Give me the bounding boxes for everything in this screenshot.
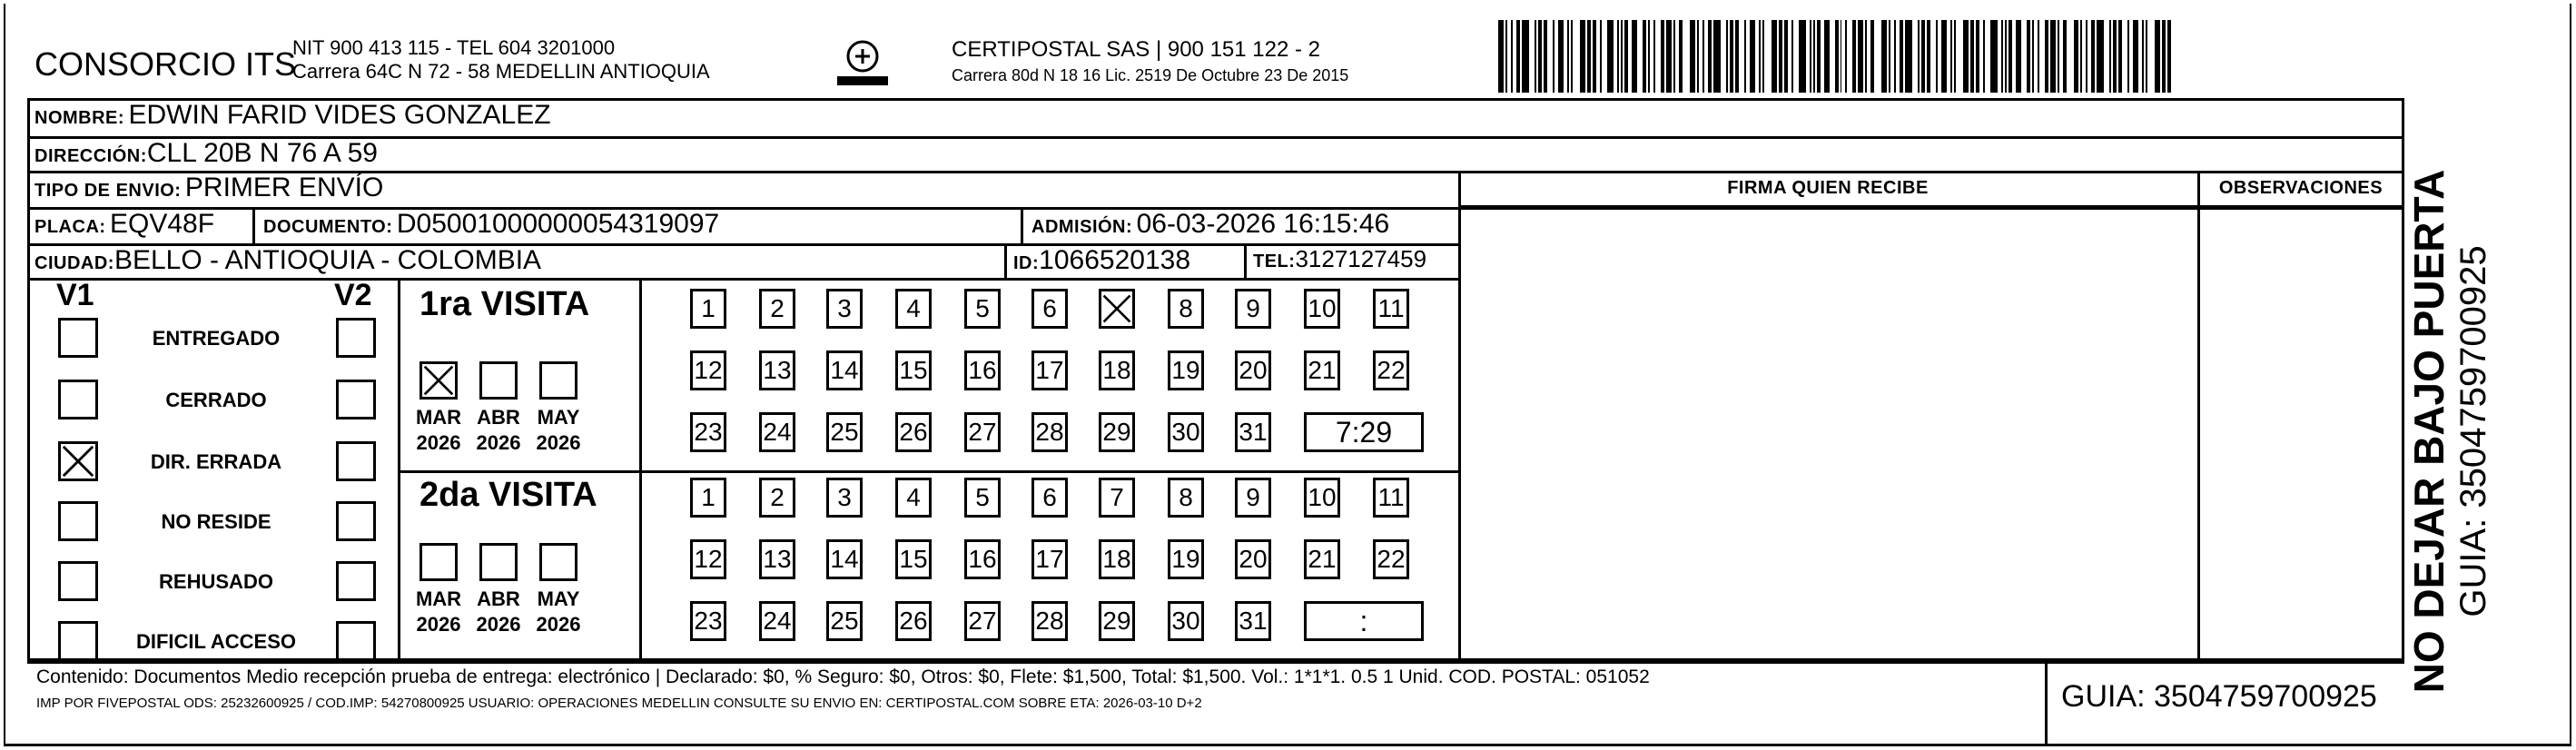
barcode-bar xyxy=(1881,20,1887,93)
barcode-bar xyxy=(1784,20,1788,93)
day-box: 8 xyxy=(1168,478,1204,518)
day-box: 20 xyxy=(1235,350,1271,390)
placa-label: PLACA: xyxy=(35,217,106,237)
barcode-bar xyxy=(2016,20,2021,93)
barcode-bar xyxy=(1607,20,1614,93)
barcode-bar xyxy=(2155,20,2160,93)
day-box: 30 xyxy=(1168,601,1204,641)
barcode-bar xyxy=(1632,20,1637,93)
day-box: 15 xyxy=(895,539,932,579)
day-box: 31 xyxy=(1235,412,1271,452)
status-label: CERRADO xyxy=(165,389,267,411)
barcode-bar xyxy=(1666,20,1672,93)
barcode-bar xyxy=(1511,20,1513,93)
nombre-label: NOMBRE: xyxy=(35,108,125,128)
day-box: 20 xyxy=(1235,539,1271,579)
barcode-bar xyxy=(2086,20,2087,93)
status-label: DIFICIL ACCESO xyxy=(135,630,296,653)
company-address: Carrera 64C N 72 - 58 MEDELLIN ANTIOQUIA xyxy=(292,60,710,83)
day-box: 24 xyxy=(759,601,795,641)
certipostal-logo-icon xyxy=(835,36,890,91)
observaciones-header: OBSERVACIONES xyxy=(2218,178,2384,198)
barcode-bar xyxy=(2133,20,2138,93)
footer-contenido: Contenido: Documentos Medio recepción prueba de entrega: electrónico | Declarado: $0, % Seguro: $0, Otros: $0, Flete: $1,500, Total: $1,500. Vol.: 1*1*1. 0.5 1 Unid. COD. POSTAL: 051052 xyxy=(36,666,1650,687)
month-year: 2026 xyxy=(536,613,581,636)
first-visit-title: 1ra VISITA xyxy=(419,285,590,323)
day-box: 2 xyxy=(759,289,795,329)
barcode-bar xyxy=(2027,20,2030,93)
day-box: 19 xyxy=(1168,350,1204,390)
day-box: 1 xyxy=(690,478,726,518)
barcode-bar xyxy=(2063,20,2067,93)
barcode-bar xyxy=(1941,20,1947,93)
nombre-value: EDWIN FARID VIDES GONZALEZ xyxy=(128,100,551,130)
day-box: 3 xyxy=(826,478,863,518)
month-year: 2026 xyxy=(536,431,581,454)
day-box: 25 xyxy=(826,601,863,641)
barcode-bar xyxy=(1963,20,1969,93)
day-box: 24 xyxy=(759,412,795,452)
day-box: 1 xyxy=(690,289,726,329)
barcode-bar xyxy=(1813,20,1815,93)
day-box: 21 xyxy=(1304,350,1340,390)
barcode-bar xyxy=(1713,20,1721,93)
direccion-label: DIRECCIÓN: xyxy=(35,146,147,166)
admision-value: 06-03-2026 16:15:46 xyxy=(1136,209,1390,239)
status-checkbox-v1 xyxy=(58,501,98,541)
day-box: 6 xyxy=(1031,289,1068,329)
month-year: 2026 xyxy=(476,613,521,636)
barcode-bar xyxy=(1954,20,1956,93)
barcode-bar xyxy=(1835,20,1839,93)
barcode-bar xyxy=(2058,20,2059,93)
status-checkbox-v2 xyxy=(336,501,376,541)
month-year: 2026 xyxy=(416,431,461,454)
day-box: 16 xyxy=(964,350,1001,390)
barcode-bar xyxy=(2050,20,2056,93)
day-box: 23 xyxy=(690,412,726,452)
barcode-bar xyxy=(1894,20,1896,93)
barcode-bar xyxy=(1976,20,1979,93)
barcode-bar xyxy=(1593,20,1596,93)
barcode-bar xyxy=(2008,20,2012,93)
barcode-bar xyxy=(1735,20,1739,93)
barcode-bar xyxy=(2109,20,2111,93)
day-box: 22 xyxy=(1373,539,1409,579)
barcode-bar xyxy=(1927,20,1930,93)
barcode-bar xyxy=(1762,20,1764,93)
month-label: ABR xyxy=(477,406,520,429)
day-box: 27 xyxy=(964,412,1001,452)
barcode-bar xyxy=(1726,20,1728,93)
barcode-bar xyxy=(2113,20,2117,93)
barcode-bar xyxy=(1600,20,1602,93)
direccion-value: CLL 20B N 76 A 59 xyxy=(146,138,378,168)
day-box: 13 xyxy=(759,539,795,579)
barcode-bar xyxy=(2146,20,2147,93)
barcode-bar xyxy=(1679,20,1683,93)
day-box: 29 xyxy=(1099,601,1135,641)
barcode-bar xyxy=(1870,20,1874,93)
barcode-bar xyxy=(1544,20,1547,93)
day-box: 6 xyxy=(1031,478,1068,518)
status-checkbox-v2 xyxy=(336,318,376,358)
barcode-bar xyxy=(2162,20,2166,93)
barcode-bar xyxy=(2005,20,2007,93)
barcode-bar xyxy=(1648,20,1650,93)
company-nit: NIT 900 413 115 - TEL 604 3201000 xyxy=(292,36,616,59)
tipo-value: PRIMER ENVÍO xyxy=(184,173,384,202)
day-box xyxy=(1099,289,1135,329)
day-box: 15 xyxy=(895,350,932,390)
tel-value: 3127127459 xyxy=(1295,245,1427,272)
v1-label: V1 xyxy=(56,278,94,312)
courier-address: Carrera 80d N 18 16 Lic. 2519 De Octubre 23 De 2015 xyxy=(952,66,1349,84)
day-box: 5 xyxy=(964,289,1001,329)
day-box: 17 xyxy=(1031,539,1068,579)
barcode-bar xyxy=(1852,20,1856,93)
barcode-bar xyxy=(1522,20,1529,93)
barcode-bar xyxy=(1621,20,1623,93)
day-box: 11 xyxy=(1373,289,1409,329)
day-box: 18 xyxy=(1099,350,1135,390)
barcode-bar xyxy=(1505,20,1507,93)
day-box: 29 xyxy=(1099,412,1135,452)
day-box: 10 xyxy=(1304,289,1340,329)
day-box: 14 xyxy=(826,350,863,390)
barcode-bar xyxy=(2032,20,2034,93)
barcode-bar xyxy=(1587,20,1591,93)
barcode-bar xyxy=(1799,20,1806,93)
day-box: 27 xyxy=(964,601,1001,641)
day-box: 14 xyxy=(826,539,863,579)
barcode-bar xyxy=(2127,20,2129,93)
month-year: 2026 xyxy=(476,431,521,454)
barcode-bar xyxy=(1617,20,1619,93)
barcode-bar xyxy=(1983,20,1985,93)
placa-value: EQV48F xyxy=(110,209,215,239)
barcode-bar xyxy=(1643,20,1646,93)
id-value: 1066520138 xyxy=(1039,245,1191,275)
barcode-bar xyxy=(1673,20,1675,93)
barcode-bar xyxy=(1571,20,1573,93)
barcode-bar xyxy=(1516,20,1520,93)
barcode-bar xyxy=(1498,20,1504,93)
status-checkbox-v1 xyxy=(58,621,98,661)
footer-imp: IMP POR FIVEPOSTAL ODS: 25232600925 / COD.IMP: 54270800925 USUARIO: OPERACIONES MEDELLIN CONSULTE SU ENVIO EN: CERTIPOSTAL.COM SOBRE ETA: 2026-03-10 D+2 xyxy=(36,696,1202,711)
barcode-bar xyxy=(2080,20,2082,93)
barcode-bar xyxy=(2001,20,2003,93)
firma-header: FIRMA QUIEN RECIBE xyxy=(1727,178,1929,198)
month-label: ABR xyxy=(477,587,520,610)
barcode-bar xyxy=(1936,20,1938,93)
month-checkbox xyxy=(419,543,458,581)
day-box: 31 xyxy=(1235,601,1271,641)
day-box: 28 xyxy=(1031,601,1068,641)
barcode-bar xyxy=(1661,20,1664,93)
month-label: MAY xyxy=(537,587,580,610)
day-box: 9 xyxy=(1235,478,1271,518)
barcode-bar xyxy=(1791,20,1793,93)
barcode-bar xyxy=(1841,20,1842,93)
day-box: 5 xyxy=(964,478,1001,518)
barcode-bar xyxy=(1779,20,1782,93)
day-box: 3 xyxy=(826,289,863,329)
month-checkbox xyxy=(479,361,518,400)
barcode-bar xyxy=(1553,20,1554,93)
status-label: NO RESIDE xyxy=(161,510,271,533)
barcode-bar xyxy=(1535,20,1536,93)
status-label: REHUSADO xyxy=(159,570,273,593)
ciudad-label: CIUDAD: xyxy=(35,253,114,273)
barcode-bar xyxy=(1900,20,1903,93)
status-checkbox-v2 xyxy=(336,621,376,661)
day-box: 18 xyxy=(1099,539,1135,579)
barcode-bar xyxy=(1970,20,1974,93)
barcode-bar xyxy=(1759,20,1761,93)
ciudad-value: BELLO - ANTIOQUIA - COLOMBIA xyxy=(114,245,542,275)
courier-name: CERTIPOSTAL SAS | 900 151 122 - 2 xyxy=(952,37,1320,62)
day-box: 16 xyxy=(964,539,1001,579)
id-label: ID: xyxy=(1013,253,1040,273)
day-box: 10 xyxy=(1304,478,1340,518)
admision-label: ADMISIÓN: xyxy=(1031,217,1133,237)
barcode-bar xyxy=(1990,20,1998,93)
day-box: 28 xyxy=(1031,412,1068,452)
day-box: 4 xyxy=(895,289,932,329)
barcode-bar xyxy=(1538,20,1542,93)
month-checkbox xyxy=(539,543,577,581)
barcode-bar xyxy=(1921,20,1925,93)
month-checkbox xyxy=(539,361,577,400)
footer-guia: GUIA: 3504759700925 xyxy=(2061,679,2377,714)
barcode-bar xyxy=(1858,20,1863,93)
day-box: 19 xyxy=(1168,539,1204,579)
barcode-bar xyxy=(1567,20,1569,93)
day-box: 21 xyxy=(1304,539,1340,579)
barcode-bar xyxy=(1580,20,1585,93)
barcode-bar xyxy=(1697,20,1699,93)
barcode-bar xyxy=(2118,20,2122,93)
day-box: 17 xyxy=(1031,350,1068,390)
second-visit-title: 2da VISITA xyxy=(419,476,597,514)
day-box: 4 xyxy=(895,478,932,518)
day-box: 25 xyxy=(826,412,863,452)
barcode-bar xyxy=(1750,20,1755,93)
status-checkbox-v1 xyxy=(58,318,98,358)
day-box: 11 xyxy=(1373,478,1409,518)
time-box: 7:29 xyxy=(1304,412,1424,452)
month-checkbox xyxy=(419,361,458,400)
barcode-bar xyxy=(1624,20,1628,93)
barcode-bar xyxy=(1905,20,1912,93)
month-label: MAY xyxy=(537,406,580,429)
day-box: 12 xyxy=(690,539,726,579)
company-name: CONSORCIO ITS xyxy=(35,45,297,83)
status-checkbox-v1 xyxy=(58,561,98,601)
barcode-bar xyxy=(2167,20,2171,93)
barcode-bar xyxy=(1558,20,1564,93)
barcode-bar xyxy=(1653,20,1655,93)
barcode xyxy=(1498,20,2175,93)
v2-label: V2 xyxy=(334,278,372,312)
status-checkbox-v2 xyxy=(336,561,376,601)
barcode-bar xyxy=(2091,20,2095,93)
tipo-label: TIPO DE ENVIO: xyxy=(35,181,182,201)
barcode-bar xyxy=(1817,20,1821,93)
status-label: ENTREGADO xyxy=(152,327,281,350)
day-box: 8 xyxy=(1168,289,1204,329)
barcode-bar xyxy=(1810,20,1811,93)
barcode-bar xyxy=(1730,20,1733,93)
status-checkbox-v1 xyxy=(58,380,98,419)
barcode-bar xyxy=(1865,20,1867,93)
side-guia: GUIA: 3504759700925 xyxy=(2453,245,2493,617)
day-box: 26 xyxy=(895,601,932,641)
status-checkbox-v2 xyxy=(336,380,376,419)
month-label: MAR xyxy=(415,406,462,429)
barcode-bar xyxy=(2045,20,2048,93)
barcode-bar xyxy=(2038,20,2039,93)
month-year: 2026 xyxy=(416,613,461,636)
barcode-bar xyxy=(1690,20,1695,93)
documento-label: DOCUMENTO: xyxy=(263,217,393,237)
barcode-bar xyxy=(1744,20,1746,93)
barcode-bar xyxy=(1889,20,1890,93)
day-box: 7 xyxy=(1099,478,1135,518)
day-box: 26 xyxy=(895,412,932,452)
barcode-bar xyxy=(1845,20,1847,93)
day-box: 22 xyxy=(1373,350,1409,390)
barcode-bar xyxy=(2097,20,2104,93)
barcode-bar xyxy=(1708,20,1712,93)
day-box: 9 xyxy=(1235,289,1271,329)
status-label: DIR. ERRADA xyxy=(150,450,282,473)
day-box: 30 xyxy=(1168,412,1204,452)
day-box: 2 xyxy=(759,478,795,518)
status-checkbox-v2 xyxy=(336,441,376,481)
month-label: MAR xyxy=(415,587,462,610)
month-checkbox xyxy=(479,543,518,581)
barcode-bar xyxy=(2074,20,2079,93)
day-box: 23 xyxy=(690,601,726,641)
barcode-bar xyxy=(1772,20,1777,93)
side-warning: NO DEJAR BAJO PUERTA xyxy=(2405,169,2453,694)
day-box: 13 xyxy=(759,350,795,390)
barcode-bar xyxy=(2142,20,2144,93)
barcode-bar xyxy=(1950,20,1952,93)
day-box: 12 xyxy=(690,350,726,390)
status-checkbox-v1 xyxy=(58,441,98,481)
tel-label: TEL: xyxy=(1253,252,1296,271)
barcode-bar xyxy=(1824,20,1830,93)
barcode-bar xyxy=(1703,20,1704,93)
documento-value: D05001000000054319097 xyxy=(396,209,720,239)
time-box: : xyxy=(1304,601,1424,641)
barcode-bar xyxy=(1918,20,1920,93)
